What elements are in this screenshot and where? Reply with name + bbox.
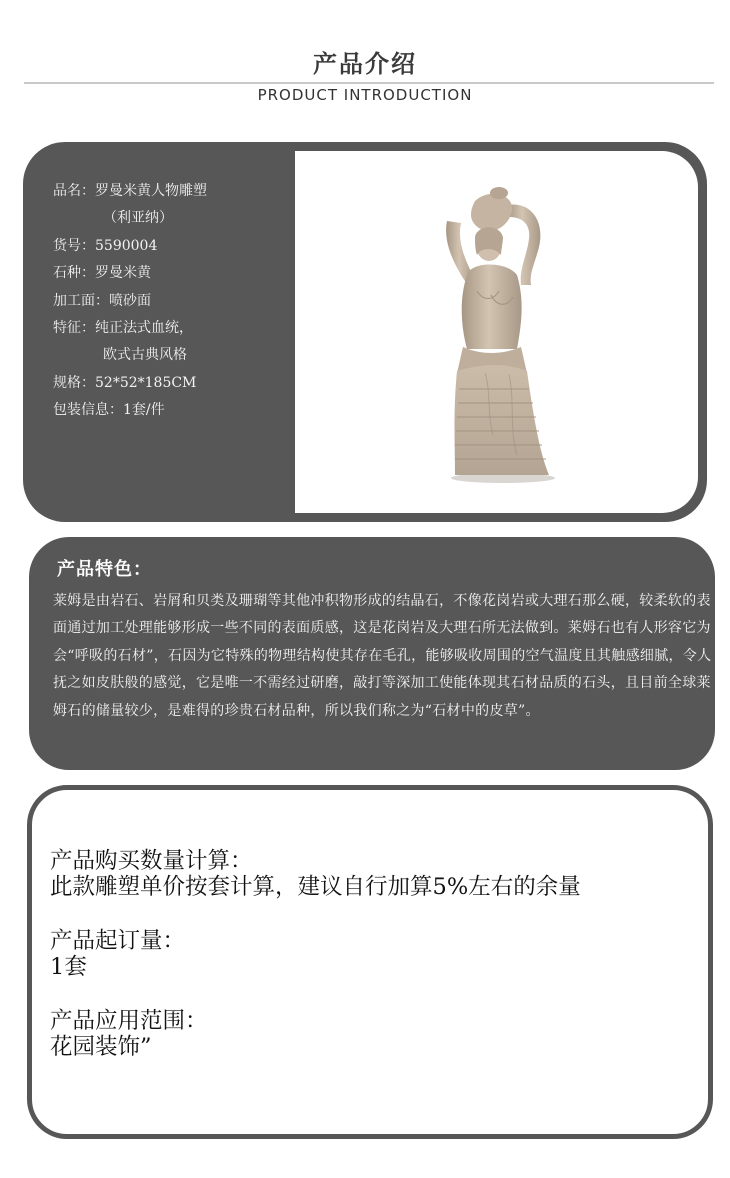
spec-packaging: 包装信息：1套/件	[53, 402, 165, 419]
product-spec-panel	[23, 142, 707, 522]
spec-finish: 加工面：喷砂面	[53, 292, 151, 309]
product-photo	[295, 151, 698, 513]
page-title: 产品介绍	[313, 50, 417, 78]
features-text: 莱姆是由岩石、岩屑和贝类及珊瑚等其他冲积物形成的结晶石，不像花岗岩或大理石那么硬，较柔软的表面通过加工处理能够形成一些不同的表面质感，这是花岗岩及大理石所无法做到。莱姆石也有人形容它为会“呼吸的石材”，石因为它特殊的物理结构使其存在毛孔，能够吸收周围的空气温度且其触感细腻，令人抚之如皮肤般的感觉，它是唯一不需经过研磨，敲打等深加工使能体现其石材品质的石头，且目前全球莱姆石的储量较少，是难得的珍贵石材品种，所以我们称之为“石材中的皮草”。	[53, 593, 712, 719]
order-info	[50, 848, 710, 1088]
spec-size: 规格：52*52*185CM	[53, 374, 197, 391]
features-title: 产品特色：	[57, 559, 152, 580]
spec-name: 品名：罗曼米黄人物雕塑	[53, 183, 207, 199]
order-info-panel	[27, 785, 713, 1139]
usage-label: 产品应用范围：	[50, 1008, 208, 1034]
header-divider	[24, 82, 714, 84]
moq-value: 1套	[50, 954, 87, 980]
qty-value: 此款雕塑单价按套计算，建议自行加算5%左右的余量	[50, 874, 581, 900]
spec-stone: 石种：罗曼米黄	[53, 265, 151, 282]
page-subtitle: PRODUCT INTRODUCTION	[257, 86, 473, 104]
spec-name-cont: （利亚纳）	[103, 210, 173, 227]
spec-feature-cont: 欧式古典风格	[103, 347, 187, 364]
product-features-panel	[29, 537, 715, 770]
spec-feature: 特征：纯正法式血统，	[53, 320, 193, 337]
statue-image	[295, 151, 698, 513]
usage-value: 花园装饰”	[50, 1034, 152, 1060]
spec-list	[53, 178, 283, 425]
moq-label: 产品起订量：	[50, 928, 186, 954]
qty-label: 产品购买数量计算：	[50, 848, 253, 874]
spec-item-no: 货号：5590004	[53, 237, 158, 254]
